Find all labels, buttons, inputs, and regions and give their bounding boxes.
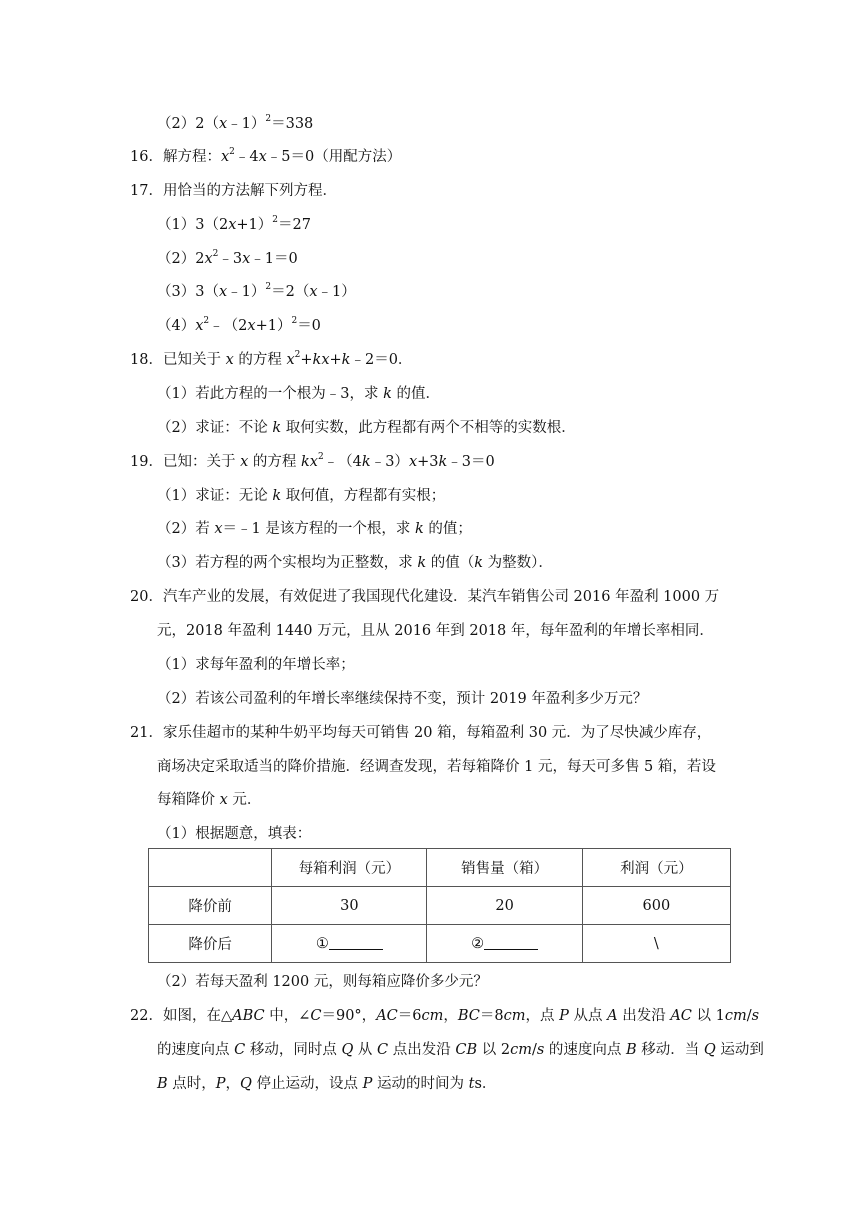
text-line-q22_cont2: B 点时，P，Q 停止运动，设点 P 运动的时间为 ts． — [157, 1076, 497, 1092]
text-line-q17_4: $(4)x^2﹣(2x+1)^2=0$ — [157, 316, 321, 334]
text-line-q22: 22．如图，在△ABC 中，∠C＝90°，AC＝6cm，BC＝8cm，点 P 从点 A 出发沿 AC 以 1cm/s — [130, 1008, 760, 1024]
table-cell: \ — [582, 925, 730, 963]
text-line-q18: 18．已知关于 x 的方程 $x^2+kx+k﹣2=0$． — [130, 350, 413, 368]
table-cell: 20 — [427, 887, 582, 925]
table-cell: 30 — [272, 887, 427, 925]
table-cell-label: 降价后 — [149, 925, 272, 963]
text-line-q15_2: （2）2（x﹣1）$^2$＝338 — [157, 114, 314, 132]
table-cell-label: 降价前 — [149, 887, 272, 925]
text-line-q17: 17．用恰当的方法解下列方程． — [130, 183, 337, 199]
text-line-q21_1: （1）根据题意，填表： — [157, 826, 312, 842]
table-header-cell: 每箱利润（元） — [272, 849, 427, 887]
fill-in-table — [148, 848, 731, 963]
text-line-q19_2: （2）若 x＝﹣1 是该方程的一个根，求 k 的值； — [157, 521, 472, 537]
text-line-q19_3: （3）若方程的两个实根均为正整数，求 k 的值（k 为整数）． — [157, 555, 553, 571]
blank-marker: ② — [471, 936, 485, 952]
text-line-q20_1: （1）求每年盈利的年增长率； — [157, 657, 355, 673]
table-header-cell: 销售量（箱） — [427, 849, 582, 887]
text-line-q21: 21．家乐佳超市的某种牛奶平均每天可销售 20 箱，每箱盈利 30 元．为了尽快减少库存， — [130, 725, 712, 741]
text-line-q20_2: （2）若该公司盈利的年增长率继续保持不变，预计 2019 年盈利多少万元？ — [157, 691, 648, 707]
text-line-q16: 16．解方程：$x^2﹣4x﹣5=0$（用配方法） — [130, 147, 402, 165]
text-line-q21_cont2: 每箱降价 x 元． — [157, 792, 262, 808]
blank-marker: ① — [315, 936, 329, 952]
text-line-q19_1: （1）求证：无论 k 取何值，方程都有实根； — [157, 488, 446, 504]
text-line-q21_2: （2）若每天盈利 1200 元，则每箱应降价多少元？ — [157, 974, 488, 990]
table-cell-blank-2[interactable] — [427, 925, 582, 963]
table-header-cell: 利润（元） — [582, 849, 730, 887]
text-line-q21_cont1: 商场决定采取适当的降价措施．经调查发现，若每箱降价 1 元，每天可多售 5 箱，若设 — [157, 759, 716, 775]
text-line-q17_1: $(1)3(2x+1)^2=27$ — [157, 215, 311, 233]
answer-blank[interactable] — [329, 935, 383, 950]
table-header-row — [149, 849, 731, 887]
table-header-cell — [149, 849, 272, 887]
text-line-q19: 19．已知：关于 x 的方程 $kx^2﹣(4k﹣3)x+3k﹣3=0$ — [130, 452, 495, 470]
text-line-q18_2: （2）求证：不论 k 取何实数，此方程都有两个不相等的实数根． — [157, 420, 576, 436]
text-line-q20: 20．汽车产业的发展，有效促进了我国现代化建设．某汽车销售公司 2016 年盈利 1000 万 — [130, 589, 720, 605]
text-line-q17_2: $(2)2x^2﹣3x﹣1=0$ — [157, 249, 298, 267]
table-row — [149, 887, 731, 925]
table-row — [149, 925, 731, 963]
table-cell: 600 — [582, 887, 730, 925]
answer-blank[interactable] — [484, 935, 538, 950]
text-line-q22_cont1: 的速度向点 C 移动，同时点 Q 从 C 点出发沿 CB 以 2cm/s 的速度向点 B 移动．当 Q 运动到 — [157, 1042, 764, 1058]
text-line-q17_3: （3）3（x﹣1）$^2$＝2（x﹣1） — [157, 282, 356, 300]
text-line-q18_1: （1）若此方程的一个根为﹣3，求 k 的值． — [157, 386, 440, 402]
text-line-q20_cont: 元，2018 年盈利 1440 万元，且从 2016 年到 2018 年，每年盈利的年增长率相同． — [157, 623, 714, 639]
table-cell-blank-1[interactable] — [272, 925, 427, 963]
